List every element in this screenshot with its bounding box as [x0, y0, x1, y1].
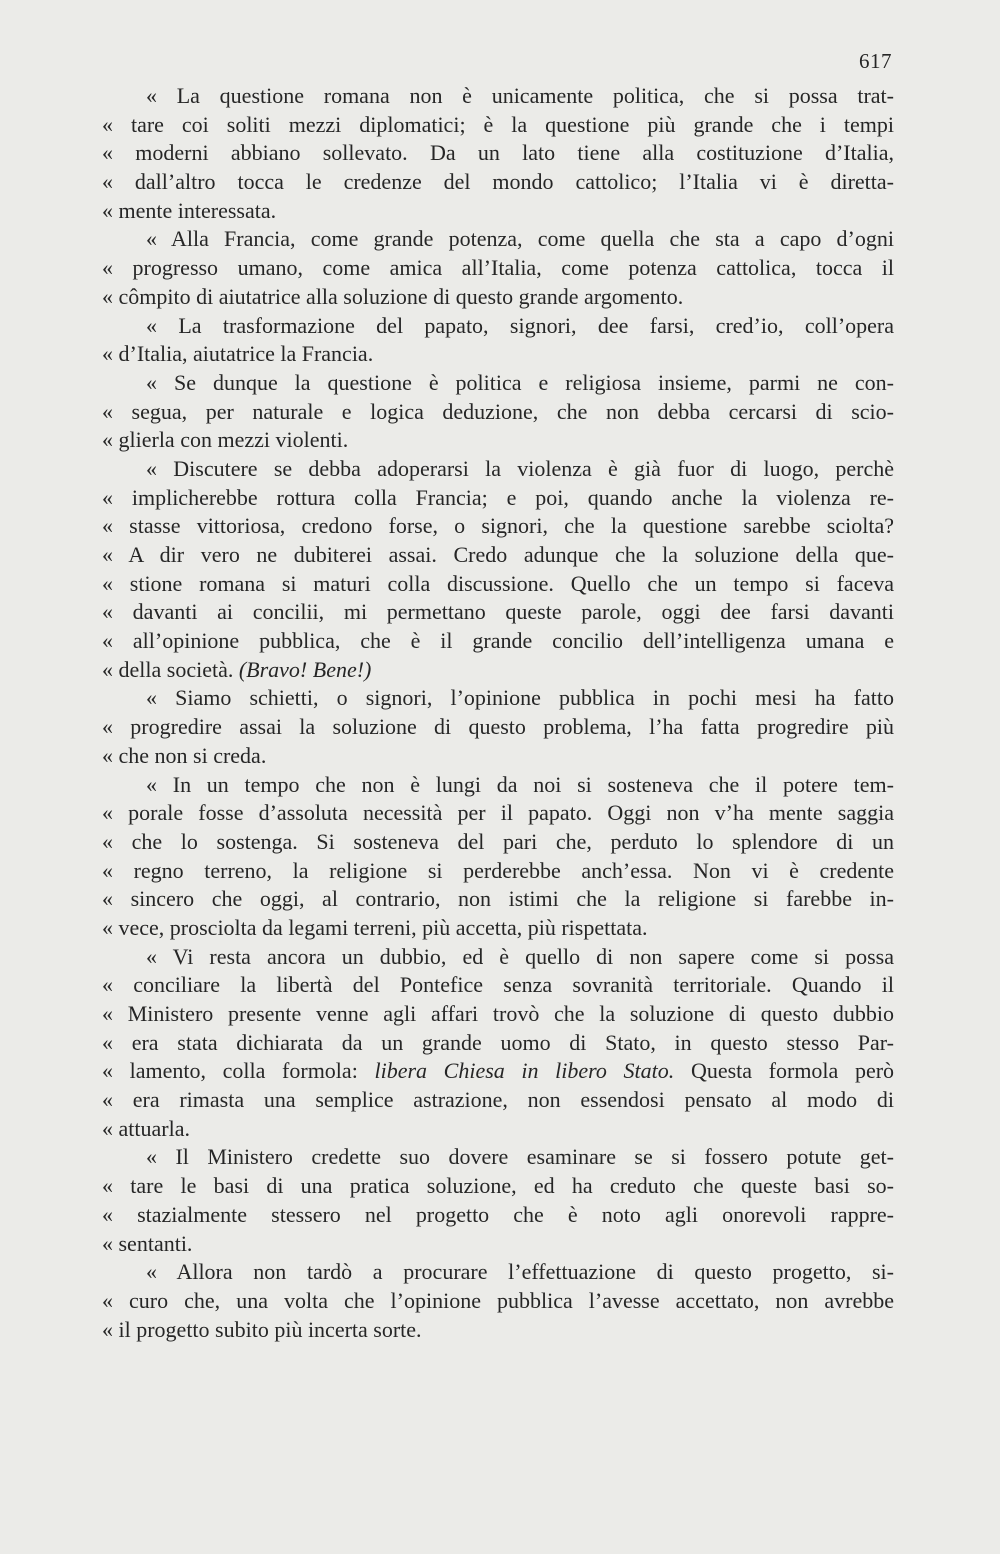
text-line-content: « A dir vero ne dubiterei assai. Credo adunque che la soluzione della que- [102, 542, 894, 567]
text-line-content: « che lo sostenga. Si sosteneva del pari che, perduto lo splendore di un [102, 828, 894, 854]
text-line [102, 168, 894, 197]
text-line-content: « mente interessata. [102, 197, 277, 223]
text-line-content: « che non si creda. [102, 742, 267, 768]
text-line-content: « progresso umano, come amica all’Italia, come potenza cattolica, tocca il [102, 255, 894, 281]
body-text [102, 82, 894, 1344]
text-line [102, 1029, 894, 1058]
text-line-content: « progredire assai la soluzione di questo problema, l’ha fatta progredire più [102, 714, 894, 740]
text-line [102, 828, 894, 857]
text-line [102, 1057, 894, 1086]
text-line [102, 914, 894, 943]
text-line [102, 369, 894, 398]
text-line [102, 283, 894, 312]
italic-text: (Bravo! Bene!) [238, 656, 372, 682]
text-line-content: « glierla con mezzi violenti. [102, 427, 349, 453]
text-line [102, 1172, 894, 1201]
text-line [102, 1230, 894, 1259]
text-line [102, 1287, 894, 1316]
italic-text: libera Chiesa in libero Stato. [374, 1058, 675, 1084]
text-line-content: « Discutere se debba adoperarsi la violenza è già fuor di luogo, perchè [146, 455, 894, 481]
text-line-content: « In un tempo che non è lungi da noi si sosteneva che il potere tem- [146, 771, 894, 797]
text-line [102, 254, 894, 283]
text-line [102, 570, 894, 599]
text-line-content: « moderni abbiano sollevato. Da un lato tiene alla costituzione d’Italia, [102, 140, 894, 166]
text-line [102, 598, 894, 627]
text-line-content: « attuarla. [102, 1115, 190, 1141]
text-line-content: « regno terreno, la religione si perderebbe anch’essa. Non vi è credente [102, 857, 894, 883]
text-line-content: « stasse vittoriosa, credono forse, o signori, che la questione sarebbe sciolta? [102, 513, 894, 539]
text-line [102, 656, 894, 685]
text-line-content: « sincero che oggi, al contrario, non istimi che la religione si farebbe in- [102, 886, 894, 912]
text-line [102, 771, 894, 800]
text-line [102, 541, 894, 570]
text-line [102, 312, 894, 341]
text-line [102, 484, 894, 513]
text-line-content: « della società. [102, 656, 234, 682]
text-line-content: « Alla Francia, come grande potenza, come quella che sta a capo d’ogni [146, 226, 894, 252]
text-line-content: « lamento, colla formola: [102, 1058, 358, 1084]
text-line [102, 225, 894, 254]
text-line [102, 971, 894, 1000]
text-line-content: « d’Italia, aiutatrice la Francia. [102, 341, 374, 367]
text-line-content: « tare le basi di una pratica soluzione, ed ha creduto che queste basi so- [102, 1173, 894, 1199]
text-line [102, 82, 894, 111]
text-line-content: « conciliare la libertà del Pontefice senza sovranità territoriale. Quando il [102, 972, 894, 998]
text-line [102, 340, 894, 369]
text-line-content: « tare coi soliti mezzi diplomatici; è la questione più grande che i tempi [102, 111, 894, 137]
text-line-content: « cômpito di aiutatrice alla soluzione di questo grande argomento. [102, 283, 684, 309]
text-line-content: « segua, per naturale e logica deduzione, che non debba cercarsi di scio- [102, 398, 894, 424]
text-line-content: « era stata dichiarata da un grande uomo di Stato, in questo stesso Par- [102, 1029, 894, 1055]
text-line [102, 455, 894, 484]
text-line-content: « il progetto subito più incerta sorte. [102, 1316, 422, 1342]
text-line [102, 1201, 894, 1230]
text-line-content: « stione romana si maturi colla discussione. Quello che un tempo si faceva [102, 570, 894, 596]
text-line-content: « La questione romana non è unicamente politica, che si possa trat- [146, 83, 894, 108]
text-line [102, 1000, 894, 1029]
text-line-content: « Vi resta ancora un dubbio, ed è quello di non sapere come si possa [146, 943, 894, 969]
text-line-content: « porale fosse d’assoluta necessità per il papato. Oggi non v’ha mente saggia [102, 800, 894, 826]
text-line-content: « davanti ai concilii, mi permettano queste parole, oggi dee farsi davanti [102, 599, 894, 625]
text-line [102, 1115, 894, 1144]
text-line-content: « dall’altro tocca le credenze del mondo cattolico; l’Italia vi è diretta- [102, 169, 894, 195]
text-line [102, 742, 894, 771]
text-line-content: « curo che, una volta che l’opinione pubblica l’avesse accettato, non avrebbe [102, 1287, 894, 1313]
text-line-content: « implicherebbe rottura colla Francia; e poi, quando anche la violenza re- [102, 484, 894, 510]
text-line [102, 627, 894, 656]
page-number: 617 [859, 49, 892, 73]
text-line-content: « Il Ministero credette suo dovere esaminare se si fossero potute get- [146, 1144, 894, 1170]
text-line [102, 713, 894, 742]
text-line-content: « sentanti. [102, 1230, 193, 1256]
text-line [102, 398, 894, 427]
text-line [102, 111, 894, 140]
text-line-content: « Siamo schietti, o signori, l’opinione pubblica in pochi mesi ha fatto [146, 685, 894, 711]
text-line-content: « all’opinione pubblica, che è il grande concilio dell’intelligenza umana e [102, 628, 894, 654]
text-line [102, 943, 894, 972]
text-line [102, 197, 894, 226]
text-line [102, 1143, 894, 1172]
text-line [102, 1316, 894, 1345]
text-line-content: « vece, prosciolta da legami terreni, più accetta, più rispettata. [102, 914, 648, 940]
text-line [102, 512, 894, 541]
text-line-content: « era rimasta una semplice astrazione, non essendosi pensato al modo di [102, 1087, 894, 1113]
text-line [102, 139, 894, 168]
text-line [102, 799, 894, 828]
text-line-content: « La trasformazione del papato, signori, dee farsi, cred’io, coll’opera [146, 312, 894, 338]
text-line-content: « stazialmente stessero nel progetto che è noto agli onorevoli rappre- [102, 1201, 894, 1227]
text-line [102, 684, 894, 713]
text-line-content: « Ministero presente venne agli affari trovò che la soluzione di questo dubbio [102, 1001, 894, 1026]
text-line-continuation: Questa formola però [690, 1058, 895, 1084]
text-line [102, 885, 894, 914]
text-line [102, 426, 894, 455]
text-line-content: « Se dunque la questione è politica e religiosa insieme, parmi ne con- [146, 369, 894, 395]
text-line-content: « Allora non tardò a procurare l’effettuazione di questo progetto, si- [146, 1259, 894, 1285]
text-line [102, 857, 894, 886]
text-line [102, 1258, 894, 1287]
text-line [102, 1086, 894, 1115]
